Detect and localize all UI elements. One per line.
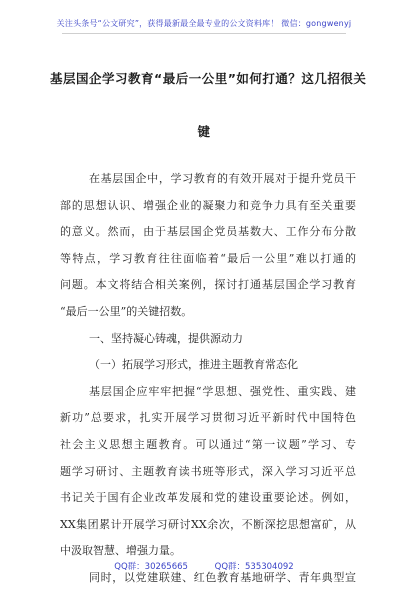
- document-body: [60, 166, 356, 592]
- footer-qq-group-1: QQ群：30265665: [114, 562, 188, 572]
- body-line: 书记关于国有企业改革发展和党的建设重要论述。例如，: [60, 491, 356, 505]
- body-line: XX集团累计开展学习研讨XX余次，不断深挖思想富矿，从: [60, 517, 356, 531]
- body-line: 题学习研讨、主题教育读书班等形式，深入学习习近平总: [60, 464, 356, 478]
- body-line: 在基层国企中，学习教育的有效开展对于提升党员干: [89, 172, 356, 185]
- body-line: 中汲取智慧、增强力量。: [60, 544, 181, 558]
- body-line: 一、坚持凝心铸魂，提供源动力: [89, 331, 243, 345]
- body-line: 部的思想认识、增强企业的凝聚力和竞争力具有至关重要: [60, 198, 356, 212]
- body-line: （一）拓展学习形式，推进主题教育常态化: [89, 358, 298, 372]
- body-line: 新功”总要求，扎实开展学习贯彻习近平新时代中国特色: [60, 411, 356, 425]
- header-divider: [62, 33, 346, 34]
- body-line: 的意义。然而，由于基层国企党员基数大、工作分布分散: [60, 225, 356, 239]
- header-note: 关注头条号“公文研究”，获得最新最全最专业的公文资料库！ 微信：gongwenyj: [56, 19, 352, 28]
- body-line: 同时，以党建联建、红色教育基地研学、青年典型宣: [89, 570, 356, 584]
- document-title-line-2: 键: [197, 124, 211, 139]
- body-line: 等特点，学习教育往往面临着“最后一公里”难以打通的: [60, 251, 356, 265]
- footer: [0, 560, 408, 572]
- footer-qq-group-2: QQ群：535304092: [214, 562, 294, 572]
- body-line: “最后一公里”的关键招数。: [60, 304, 193, 318]
- body-line: 基层国企应牢牢把握“学思想、强党性、重实践、建: [89, 384, 356, 398]
- body-line: 问题。本文将结合相关案例，探讨打通基层国企学习教育: [60, 278, 356, 292]
- body-line: 社会主义思想主题教育。可以通过“第一议题”学习、专: [60, 437, 356, 451]
- document-title-line-1: 基层国企学习教育“最后一公里”如何打通？这几招很关: [50, 71, 367, 86]
